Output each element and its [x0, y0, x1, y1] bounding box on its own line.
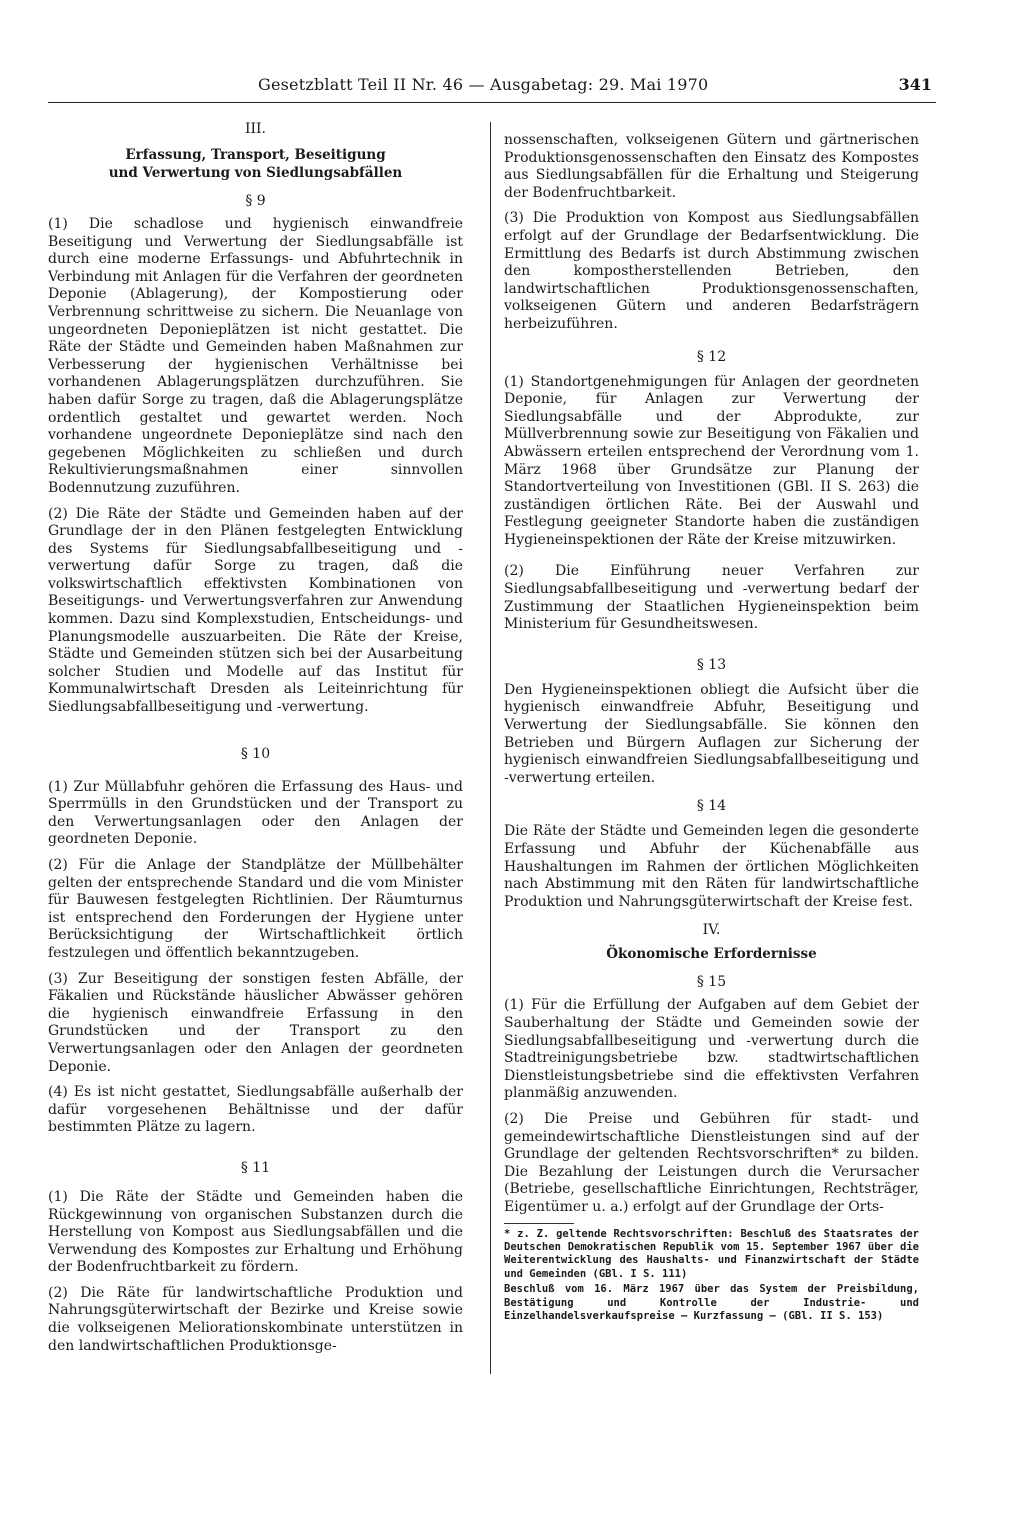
- section-14-paragraph: Die Räte der Städte und Gemeinden legen die gesonderte Erfassung und Abfuhr der Küchenabfälle aus Haushaltungen im Rahmen der örtlichen Möglichkeiten nach Abstimmung mit den Räten für landwirtschaftliche Produktion und Nahrungsgüterwirtschaft der Kreise fest.: [504, 823, 919, 910]
- section-11-paragraph-1: (1) Die Räte der Städte und Gemeinden haben die Rückgewinnung von organischen Substanzen durch die Herstellung von Kompost aus Siedlungsabfällen und die Verwendung des Kompostes zur Erhaltung und Erhöhung der Bodenfruchtbarkeit zu fördern.: [48, 1188, 463, 1276]
- section-heading-13: § 13: [696, 656, 727, 673]
- section-9-paragraph-1: (1) Die schadlose und hygienisch einwandfreie Beseitigung und Verwertung der Siedlungsabfälle ist durch eine moderne Erfassungs- und Abfuhrtechnik in Verbindung mit Anlagen für die Verfahren der geordneten Deponie (Ablagerung), der Kompostierung oder Verbrennung schrittweise zu sichern. Die Neuanlage von ungeordneten Deponieplätzen ist nicht gestattet. Die Räte der Städte und Gemeinden haben Maßnahmen zur Verbesserung der hygienischen Verhältnisse bei vorhandenen Ablagerungsplätzen durchzuführen. Sie haben dafür Sorge zu tragen, daß die Ablagerungsplätze ordentlich gestaltet und gewartet werden. Noch vorhandene ungeordnete Deponieplätze sind nach den gegebenen Möglichkeiten zu schließen und durch Rekultivierungsmaßnahmen einer sinnvollen Bodennutzung zuzuführen.: [48, 216, 463, 496]
- page-header: [48, 72, 936, 103]
- right-column: [504, 118, 919, 1323]
- section-11-paragraph-2-continued: nossenschaften, volkseigenen Gütern und gärtnerischen Produktionsgenossenschaften den Einsatz des Kompostes aus Siedlungsabfällen für die Erhaltung und Steigerung der Bodenfruchtbarkeit.: [504, 132, 919, 201]
- part-heading-iv: Ökonomische Erfordernisse: [606, 946, 817, 963]
- column-divider: [490, 122, 491, 1374]
- section-heading-15: § 15: [696, 974, 727, 991]
- section-11-paragraph-2: (2) Die Räte für landwirtschaftliche Produktion und Nahrungsgüterwirtschaft der Bezirke und Kreise sowie die volkseigenen Meliorationskombinate unterstützen in den landwirtschaftlichen Produktionsge-: [48, 1284, 463, 1354]
- section-10-paragraph-3: (3) Zur Beseitigung der sonstigen festen Abfälle, der Fäkalien und Rückstände häuslicher Abwässer gehören die hygienisch einwandfreie Erfassung in den Grundstücken und der Transport zu den Verwertungsanlagen oder den Anlagen der geordneten Deponie.: [48, 970, 463, 1075]
- section-13-paragraph: Den Hygieneinspektionen obliegt die Aufsicht über die hygienisch einwandfreie Abfuhr, Beseitigung und Verwertung der Siedlungsabfälle. Sie können den Betrieben und Bürgern Auflagen zur Sicherung der hygienisch einwandfreien Siedlungsabfallbeseitigung und -verwertung erteilen.: [504, 681, 919, 786]
- section-15-paragraph-2: (2) Die Preise und Gebühren für stadt- und gemeindewirtschaftliche Dienstleistungen sind auf der Grundlage der geltenden Rechtsvorschriften* zu bilden. Die Bezahlung der Leistungen durch die Verursacher (Betriebe, gesellschaftliche Einrichtungen, Rechtsträger, Eigentümer u. a.) erfolgt auf der Grundlage der Orts-: [504, 1110, 919, 1215]
- page-number: 341: [898, 75, 932, 94]
- section-heading-10: § 10: [240, 745, 271, 762]
- part-heading-line1: Erfassung, Transport, Beseitigung: [125, 147, 386, 163]
- header-title: Gesetzblatt Teil II Nr. 46 — Ausgabetag: 29. Mai 1970: [258, 75, 709, 94]
- section-heading-14: § 14: [696, 798, 727, 815]
- section-11-paragraph-3: (3) Die Produktion von Kompost aus Siedlungsabfällen erfolgt auf der Grundlage der Bedarfsentwicklung. Die Ermittlung des Bedarfs ist durch Abstimmung zwischen den kompostherstellenden Betrieben, den landwirtschaftlichen Produktionsgenossenschaften, volkseigenen Gütern und anderen Bedarfsträgern herbeizuführen.: [504, 210, 919, 332]
- section-heading-12: § 12: [696, 348, 727, 365]
- footnote-rule: [504, 1223, 574, 1224]
- footnote-1: * z. Z. geltende Rechtsvorschriften: Beschluß des Staatsrates der Deutschen Demokratischen Republik vom 15. September 1967 über die Weiterentwicklung des Haushalts- und Finanzwirtschaft der Städte und Gemeinden (GBl. I S. 111): [504, 1227, 919, 1280]
- part-number: III.: [244, 121, 267, 137]
- part-number-iv: IV.: [702, 922, 721, 939]
- footnote-2: Beschluß vom 16. März 1967 über das System der Preisbildung, Bestätigung und Kontrolle der Industrie- und Einzelhandelsverkaufspreise — Kurzfassung — (GBl. II S. 153): [504, 1283, 919, 1322]
- section-heading-11: § 11: [240, 1159, 271, 1176]
- section-15-paragraph-1: (1) Für die Erfüllung der Aufgaben auf dem Gebiet der Sauberhaltung der Städte und Gemeinden sowie der Siedlungsabfallbeseitigung und -verwertung durch die Stadtreinigungsbetriebe bzw. stadtwirtschaftlichen Dienstleistungsbetriebe sind die effektivsten Verfahren planmäßig anzuwenden.: [504, 997, 919, 1102]
- section-10-paragraph-2: (2) Für die Anlage der Standplätze der Müllbehälter gelten der entsprechende Standard und die vom Minister für Bauwesen festgelegten Richtlinien. Der Räumturnus ist entsprechend den Forderungen der Hygiene unter Berücksichtigung der Wirtschaftlichkeit örtlich festzulegen und öffentlich bekanntzugeben.: [48, 857, 463, 961]
- section-12-paragraph-2: (2) Die Einführung neuer Verfahren zur Siedlungsabfallbeseitigung und -verwertung bedarf der Zustimmung der Staatlichen Hygieneinspektion beim Ministerium für Gesundheitswesen.: [504, 563, 919, 633]
- section-9-paragraph-2: (2) Die Räte der Städte und Gemeinden haben auf der Grundlage der in den Plänen festgelegten Entwicklung des Systems für Siedlungsabfallbeseitigung und -verwertung dafür Sorge zu tragen, daß die volkswirtschaftlich effektivsten Kombinationen von Beseitigungs- und Verwertungsverfahren zur Anwendung kommen. Dazu sind Komplexstudien, Entscheidungs- und Planungsmodelle auszuarbeiten. Die Räte der Kreise, Städte und Gemeinden stützen sich bei der Ausarbeitung solcher Studien und Modelle auf das Institut für Kommunalwirtschaft Dresden als Leiteinrichtung für Siedlungsabfallbeseitigung und -verwertung.: [48, 505, 463, 716]
- section-heading-9: § 9: [245, 193, 266, 209]
- section-10-paragraph-1: (1) Zur Müllabfuhr gehören die Erfassung des Haus- und Sperrmülls in den Grundstücken und der Transport zu den Verwertungsanlagen oder den Anlagen der geordneten Deponie.: [48, 778, 463, 848]
- left-column: [48, 118, 463, 1355]
- section-10-paragraph-4: (4) Es ist nicht gestattet, Siedlungsabfälle außerhalb der dafür vorgesehenen Behältnisse und der dafür bestimmten Plätze zu lagern.: [48, 1084, 463, 1136]
- section-12-paragraph-1: (1) Standortgenehmigungen für Anlagen der geordneten Deponie, für Anlagen zur Verwertung der Siedlungsabfälle und der Abprodukte, zur Müllverbrennung sowie zur Beseitigung von Fäkalien und Abwässern erteilen entsprechend der Verordnung vom 1. März 1968 über Grundsätze zur Planung der Standortverteilung von Investitionen (GBl. II S. 263) die zuständigen örtlichen Räte. Bei der Auswahl und Festlegung geeigneter Standorte haben die zuständigen Hygieneinspektionen der Räte der Kreise mitzuwirken.: [504, 373, 919, 548]
- part-heading-line2: und Verwertung von Siedlungsabfällen: [108, 165, 403, 181]
